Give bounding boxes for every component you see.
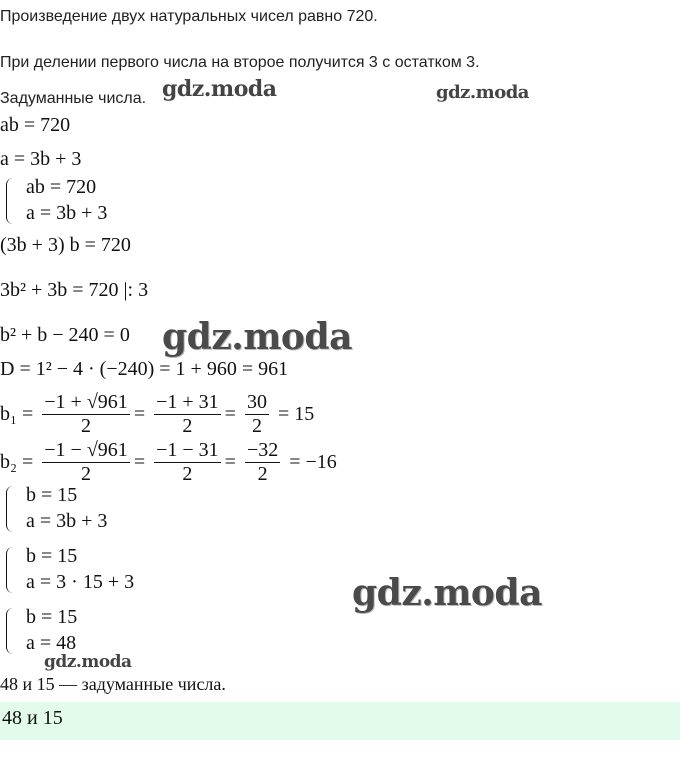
system-4-line-2: a = 48 (26, 632, 77, 654)
root-b2: b₂ = $\frac{-1 - √961}{2}$ = $\frac{-1 - 31}{2}$ = $\frac{-32}{2}$ = −16 (0, 439, 337, 485)
root-b1-label: b₁ = (0, 403, 34, 426)
answer-box (0, 702, 680, 740)
answer-text: 48 и 15 (2, 707, 63, 729)
system-3-line-1: b = 15 (26, 545, 78, 567)
system-2-line-2: a = 3b + 3 (26, 510, 108, 532)
system-1-line-1: ab = 720 (26, 176, 97, 198)
system-3-line-2: a = 3 · 15 + 3 (26, 571, 135, 593)
system-4-line-1: b = 15 (26, 606, 78, 628)
problem-line-1: Произведение двух натуральных чисел равно 720. (0, 8, 378, 25)
equation-substitution: (3b + 3) b = 720 (0, 234, 131, 256)
root-b2-result: = −16 (289, 451, 337, 474)
equation-discriminant: D = 1² − 4 · (−240) = 1 + 960 = 961 (0, 358, 289, 380)
root-b1-result: = 15 (277, 403, 315, 426)
root-b1-frac2-den: 2 (182, 415, 193, 437)
problem-line-2: При делении первого числа на второе получится 3 с остатком 3. (0, 54, 480, 71)
equation-quadratic: b² + b − 240 = 0 (0, 324, 130, 346)
root-b1-frac3-den: 2 (251, 415, 262, 437)
watermark: gdz.moda (162, 316, 352, 358)
brace-icon (2, 608, 12, 654)
root-b1-fraction-3 (245, 390, 269, 437)
root-b1: b₁ = $\frac{-1 + √961}{2}$ = $\frac{-1 + 31}{2}$ = $\frac{30}{2}$ = 15 (0, 391, 315, 437)
problem-line-3: Задуманные числа. (0, 90, 147, 107)
root-b1-frac3-num: 30 (246, 391, 267, 413)
system-4 (0, 606, 200, 658)
brace-icon (2, 178, 12, 224)
system-2-line-1: b = 15 (26, 484, 78, 506)
equation-ab: ab = 720 (0, 114, 71, 136)
root-b1-frac1-den: 2 (81, 415, 92, 437)
system-1 (0, 176, 200, 228)
system-1-line-2: a = 3b + 3 (26, 202, 108, 224)
root-b1-frac1-num: −1 + √961 (44, 391, 128, 413)
brace-icon (2, 547, 12, 593)
watermark: gdz.moda (44, 652, 132, 672)
root-b2-frac2-den: 2 (182, 463, 193, 485)
conclusion: 48 и 15 — задуманные числа. (0, 674, 226, 694)
system-3 (0, 545, 220, 597)
watermark: gdz.moda (436, 82, 529, 103)
root-b2-frac3-num: −32 (246, 439, 279, 461)
root-b1-fraction-1 (42, 390, 130, 437)
root-b1-fraction-2 (154, 390, 221, 437)
brace-icon (2, 486, 12, 532)
root-b2-fraction-3 (245, 438, 280, 485)
root-b2-frac2-num: −1 − 31 (156, 439, 219, 461)
root-b2-frac1-num: −1 − √961 (44, 439, 128, 461)
root-b2-fraction-1 (42, 438, 130, 485)
root-b1-frac2-num: −1 + 31 (156, 391, 219, 413)
root-b2-frac3-den: 2 (257, 463, 268, 485)
equation-expanded: 3b² + 3b = 720 |: 3 (0, 279, 149, 301)
watermark: gdz.moda (162, 76, 277, 102)
root-b2-fraction-2 (154, 438, 221, 485)
system-2 (0, 484, 200, 536)
equation-a: a = 3b + 3 (0, 148, 82, 170)
root-b2-label: b₂ = (0, 451, 34, 474)
watermark: gdz.moda (352, 572, 542, 614)
root-b2-frac1-den: 2 (81, 463, 92, 485)
